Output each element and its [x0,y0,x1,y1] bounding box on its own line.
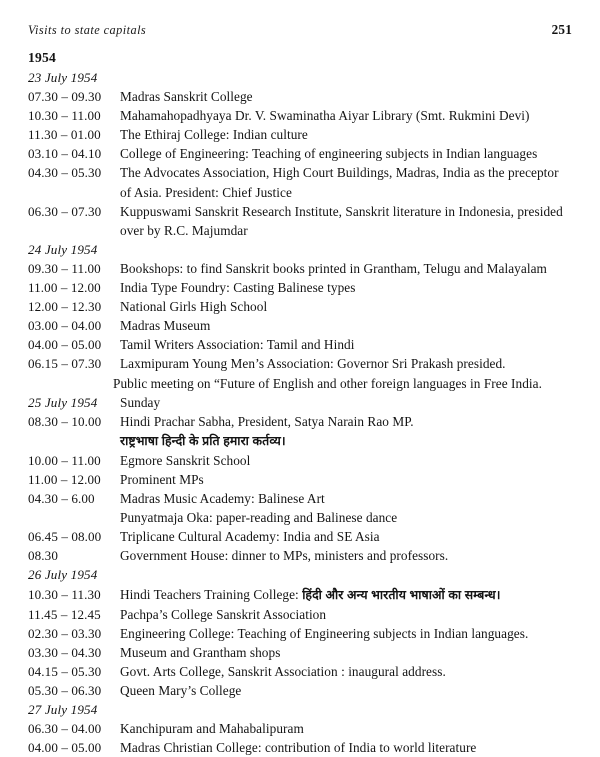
entry-description-devanagari: हिंदी और अन्य भारतीय भाषाओं का सम्बन्ध। [302,587,501,602]
schedule-entry-row [28,316,580,335]
entry-description [120,259,580,278]
entry-description-text: Public meeting on “Future of English and other foreign languages in Free India. [113,375,542,391]
entry-time: 08.30 – 10.00 [28,413,102,429]
schedule-body [28,48,580,757]
date-heading-row [28,700,580,719]
running-head [28,22,572,40]
date-heading-row [28,240,580,259]
schedule-entry-row [28,202,580,221]
entry-time: 10.00 – 11.00 [28,452,101,468]
entry-description [120,278,580,297]
running-head-title: Visits to state capitals [28,23,147,37]
entry-description [120,87,580,106]
schedule-entry-row [28,738,580,757]
entry-date: 26 July 1954 [28,567,98,583]
entry-description [120,719,580,738]
entry-date: 27 July 1954 [28,702,98,718]
entry-description-text: Kanchipuram and Mahabalipuram [120,721,304,737]
entry-description [120,393,580,412]
entry-time: 07.30 – 09.30 [28,89,102,105]
entry-description-text: National Girls High School [120,299,268,315]
entry-time: 04.15 – 05.30 [28,663,102,679]
schedule-entry-row [28,719,580,738]
entry-description [113,374,580,393]
entry-description-text: Madras Museum [120,318,211,334]
entry-time: 10.30 – 11.30 [28,586,101,602]
entry-description [120,738,580,757]
entry-description-devanagari: राष्ट्रभाषा हिन्दी के प्रति हमारा कर्तव्य। [120,433,286,448]
schedule-entry-row [28,259,580,278]
schedule-entry-row [28,144,580,163]
schedule-entry-row [28,605,580,624]
entry-description [120,202,580,221]
schedule-entry-row [28,87,580,106]
schedule-entry-row [28,527,580,546]
entry-description-text: India Type Foundry: Casting Balinese types [120,280,356,296]
entry-description [120,144,580,163]
entry-description-text: Queen Mary’s College [120,683,242,698]
entry-time: 09.30 – 11.00 [28,260,101,276]
entry-description-text: Prominent MPs [120,471,204,487]
entry-time: 06.45 – 08.00 [28,529,102,545]
entry-description-text: College of Engineering: Teaching of engineering subjects in Indian languages [120,146,538,162]
entry-description-text: Madras Christian College: contribution of India to world literature [120,740,477,756]
entry-description [120,354,580,373]
entry-time: 03.10 – 04.10 [28,146,102,162]
entry-description [120,316,580,335]
entry-description [120,662,580,681]
entry-description [120,508,580,527]
date-heading-row [28,393,580,412]
schedule-entry-row [28,163,580,182]
entry-description [120,163,580,182]
schedule-entry-row [28,546,580,565]
schedule-entry-row [28,106,580,125]
entry-description [120,221,580,240]
date-heading-row [28,68,580,87]
entry-description [120,624,580,643]
entry-description-text: Museum and Grantham shops [120,644,281,660]
entry-time: 04.00 – 05.00 [28,740,102,756]
entry-continuation-row [28,221,580,240]
entry-continuation-row [28,431,580,451]
entry-continuation-row [28,508,580,527]
entry-date: 24 July 1954 [28,241,98,257]
entry-description [120,451,580,470]
entry-time: 04.00 – 05.00 [28,337,102,353]
entry-description-text: Punyatmaja Oka: paper-reading and Balinese dance [120,510,398,526]
entry-time: 11.00 – 12.00 [28,471,101,487]
schedule-entry-row [28,681,580,700]
entry-description [120,297,580,316]
entry-description-text: Kuppuswami Sanskrit Research Institute, Sanskrit literature in Indonesia, presided [120,203,563,219]
entry-date: 25 July 1954 [28,394,98,410]
schedule-entry-row [28,470,580,489]
entry-description [120,412,580,431]
entry-time: 11.00 – 12.00 [28,280,101,296]
entry-date: 23 July 1954 [28,70,98,85]
entry-description-text: Sunday [120,394,161,410]
schedule-entry-row [28,451,580,470]
entry-description-text: The Ethiraj College: Indian culture [120,127,308,143]
entry-description [120,527,580,546]
entry-continuation-row [28,183,580,202]
entry-time: 06.30 – 04.00 [28,721,102,737]
entry-description-text: Hindi Prachar Sabha, President, Satya Narain Rao MP. [120,413,414,429]
entry-description [120,643,580,662]
entry-description [120,681,580,700]
entry-time: 06.15 – 07.30 [28,356,102,372]
entry-time: 12.00 – 12.30 [28,299,102,315]
entry-time: 03.30 – 04.30 [28,644,102,660]
entry-description-text: Hindi Teachers Training College: [120,586,303,602]
entry-time: 02.30 – 03.30 [28,625,102,641]
entry-description-text: Bookshops: to find Sanskrit books printed in Grantham, Telugu and Malayalam [120,260,547,276]
entry-description-text: Madras Sanskrit College [120,89,253,105]
entry-description [120,700,580,719]
entry-time: 10.30 – 11.00 [28,108,101,124]
entry-description-text: of Asia. President: Chief Justice [120,184,292,200]
schedule-entry-row [28,643,580,662]
entry-description-text: Mahamahopadhyaya Dr. V. Swaminatha Aiyar Library (Smt. Rukmini Devi) [120,108,530,124]
entry-description [120,335,580,354]
entry-time: 11.45 – 12.45 [28,606,101,622]
entry-time: 08.30 [28,548,58,564]
entry-time: 11.30 – 01.00 [28,127,101,143]
entry-description-text: The Advocates Association, High Court Buildings, Madras, India as the preceptor [120,165,559,181]
entry-description [120,546,580,565]
schedule-entry-row [28,335,580,354]
schedule-entry-row [28,125,580,144]
schedule-entry-row [28,662,580,681]
entry-description [120,565,580,584]
entry-description [120,106,580,125]
entry-description [120,605,580,624]
page-number: 251 [551,22,572,37]
date-heading-row [28,565,580,584]
entry-description [120,183,580,202]
entry-time: 06.30 – 07.30 [28,203,102,219]
entry-description [120,431,580,451]
entry-time: 04.30 – 6.00 [28,491,95,507]
entry-description-text: Egmore Sanskrit School [120,452,251,468]
schedule-entry-row [28,489,580,508]
entry-description-text: Laxmipuram Young Men’s Association: Governor Sri Prakash presided. [120,356,506,372]
entry-description [120,470,580,489]
schedule-entry-row [28,624,580,643]
year-heading: 1954 [28,50,56,65]
schedule-entry-row [28,278,580,297]
entry-description-text: Government House: dinner to MPs, ministers and professors. [120,548,449,564]
schedule-entry-row [28,412,580,431]
entry-description [120,68,580,87]
entry-continuation-row [28,374,580,393]
entry-description [120,489,580,508]
entry-description-text: Pachpa’s College Sanskrit Association [120,606,327,622]
schedule-entry-row [28,297,580,316]
entry-description-text: Triplicane Cultural Academy: India and SE Asia [120,529,380,545]
entry-description-text: Govt. Arts College, Sanskrit Association : inaugural address. [120,663,446,679]
entry-time: 05.30 – 06.30 [28,683,102,698]
entry-time: 04.30 – 05.30 [28,165,102,181]
schedule-entry-list [28,68,580,757]
schedule-entry-row [28,354,580,373]
schedule-entry-row [28,585,580,605]
entry-description [120,585,580,605]
entry-description-text: Madras Music Academy: Balinese Art [120,491,325,507]
entry-description [120,125,580,144]
entry-description-text: Tamil Writers Association: Tamil and Hindi [120,337,355,353]
entry-description-text: over by R.C. Majumdar [120,222,248,238]
entry-description [120,240,580,259]
entry-description-text: Engineering College: Teaching of Engineering subjects in Indian languages. [120,625,529,641]
entry-time: 03.00 – 04.00 [28,318,102,334]
